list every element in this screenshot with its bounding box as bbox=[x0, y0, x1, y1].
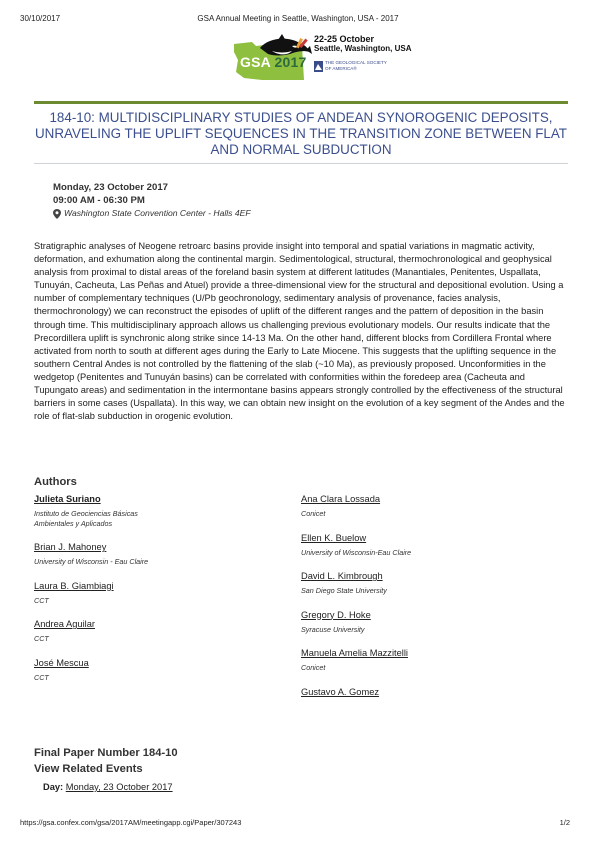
print-url: https://gsa.confex.com/gsa/2017AM/meetingapp.cgi/Paper/307243 bbox=[20, 818, 242, 827]
authors-column-left bbox=[34, 494, 159, 696]
logo-society-line1: THE GEOLOGICAL SOCIETY bbox=[325, 60, 387, 65]
author-affiliation: San Diego State University bbox=[301, 586, 387, 595]
author-item bbox=[301, 533, 426, 558]
orca-icon bbox=[260, 34, 312, 56]
author-affiliation: CCT bbox=[34, 634, 49, 643]
author-name-link[interactable]: Gustavo A. Gomez bbox=[301, 686, 380, 697]
session-time: 09:00 AM - 06:30 PM bbox=[53, 195, 145, 206]
gsa-2017-logo[interactable] bbox=[232, 34, 432, 84]
author-item bbox=[34, 542, 159, 567]
author-affiliation: CCT bbox=[34, 672, 49, 682]
abstract-text: Stratigraphic analyses of Neogene retroarc basins provide insight into temporal and spatial variations in magmatic activity, deformation, and exhumation along the continental margin. Sedimentological, structural, thermochronological and geophysical analysis from proximal to distal areas of the foreland basin system at different latitudes (Manantiales, Penitentes, Uspallata, Tunuyán, Cacheuta, Las Peñas and Atuel) provide a three-dimensional view for the structural and depositional evolution. Using a number of complementary techniques (U/Pb geochronology, sedimentary analysis of provenance, facies analysis, thermochronology) we can reconstruct the episodes of uplift of the different ranges and the pattern of deposition in the basin through time. This multidisciplinary approach allows us challenging previous evolutionary models. Our results indicate that the Precordillera uplift is synchronic along strike since 14-13 Ma. On the other hand, different blocks from Cordillera Frontal where activated from north to south at different ages during the Early to Late Miocene. This suggests that the uplifting sequence in the southern Central Andes is not controlled by the flattening of the slab (~10 Ma), as previously proposed. Unconformities in the wedgetop (Penitentes and Tunuyán basins) can be correlated with conformities within the foredeep area (Cacheuta and Tupungato areas) and sedimentation in the intermontane basins appears strongly controlled by the effectiveness of the structural barriers in some cases (Uspallata). In this way, we can obtain new insight on the evolution of a key segment of the Andes and the role of flat-slab subduction in orogenic evolution. bbox=[34, 241, 565, 422]
logo-society-line2: OF AMERICA® bbox=[325, 65, 357, 71]
day-label: Day: bbox=[43, 782, 64, 792]
author-name-link[interactable]: Ana Clara Lossada bbox=[301, 494, 381, 504]
logo-gsa-text: GSA bbox=[240, 54, 271, 70]
logo-place: Seattle, Washington, USA bbox=[314, 44, 412, 53]
authors-column-right bbox=[301, 494, 426, 712]
author-name-link[interactable]: Ellen K. Buelow bbox=[301, 532, 367, 543]
author-item bbox=[301, 687, 426, 698]
author-item bbox=[34, 619, 159, 644]
author-item bbox=[301, 648, 426, 673]
author-name-link[interactable]: José Mescua bbox=[34, 657, 89, 668]
author-name-link[interactable]: Gregory D. Hoke bbox=[301, 609, 371, 620]
author-name-link[interactable]: Andrea Aguilar bbox=[34, 619, 95, 629]
author-affiliation: Syracuse University bbox=[301, 624, 365, 634]
author-name-link[interactable]: David L. Kimbrough bbox=[301, 571, 383, 581]
author-affiliation: Conicet bbox=[301, 509, 326, 518]
logo-year-text: 2017 bbox=[274, 54, 307, 70]
author-name-link[interactable]: Brian J. Mahoney bbox=[34, 542, 107, 552]
print-date: 30/10/2017 bbox=[20, 14, 61, 23]
author-item bbox=[34, 494, 159, 528]
author-affiliation: University of Wisconsin-Eau Claire bbox=[301, 547, 412, 557]
author-name-link[interactable]: Manuela Amelia Mazzitelli bbox=[301, 648, 408, 658]
author-name-link[interactable]: Laura B. Giambiagi bbox=[34, 580, 114, 591]
final-paper-number: Final Paper Number 184-10 bbox=[34, 747, 178, 759]
author-item bbox=[301, 610, 426, 635]
print-page-title: GSA Annual Meeting in Seattle, Washington, USA - 2017 bbox=[197, 14, 399, 23]
author-affiliation: University of Wisconsin - Eau Claire bbox=[34, 557, 149, 566]
final-paper-section bbox=[34, 745, 178, 777]
session-meta bbox=[53, 181, 251, 220]
author-item bbox=[301, 494, 426, 519]
logo-society bbox=[325, 60, 415, 71]
author-item bbox=[34, 658, 159, 683]
logo-wordmark bbox=[240, 54, 306, 70]
author-affiliation: Conicet bbox=[301, 663, 326, 672]
session-location[interactable] bbox=[53, 207, 251, 220]
print-page-number: 1/2 bbox=[559, 818, 570, 827]
paper-title: 184-10: MULTIDISCIPLINARY STUDIES OF ANDEAN SYNOROGENIC DEPOSITS, UNRAVELING THE UPLIFT SEQUENCES IN THE TRANSITION ZONE BETWEEN FLAT AND NORMAL SUBDUCTION bbox=[35, 110, 567, 157]
author-item bbox=[34, 581, 159, 606]
logo-dates: 22-25 October bbox=[314, 34, 375, 44]
author-affiliation: Instituto de Geociencias Básicas Ambientales y Aplicados bbox=[34, 509, 138, 528]
author-item bbox=[301, 571, 426, 596]
author-name-link[interactable]: Julieta Suriano bbox=[34, 494, 101, 504]
authors-heading: Authors bbox=[34, 476, 77, 488]
day-link[interactable]: Monday, 23 October 2017 bbox=[65, 782, 173, 792]
author-affiliation: CCT bbox=[34, 595, 49, 605]
title-top-rule bbox=[34, 101, 568, 104]
title-bottom-rule bbox=[34, 163, 568, 164]
session-date: Monday, 23 October 2017 bbox=[53, 182, 168, 193]
map-pin-icon bbox=[53, 209, 61, 219]
session-location-text: Washington State Convention Center - Halls 4EF bbox=[64, 208, 251, 218]
related-day bbox=[43, 782, 173, 792]
view-related-events-heading: View Related Events bbox=[34, 763, 143, 775]
